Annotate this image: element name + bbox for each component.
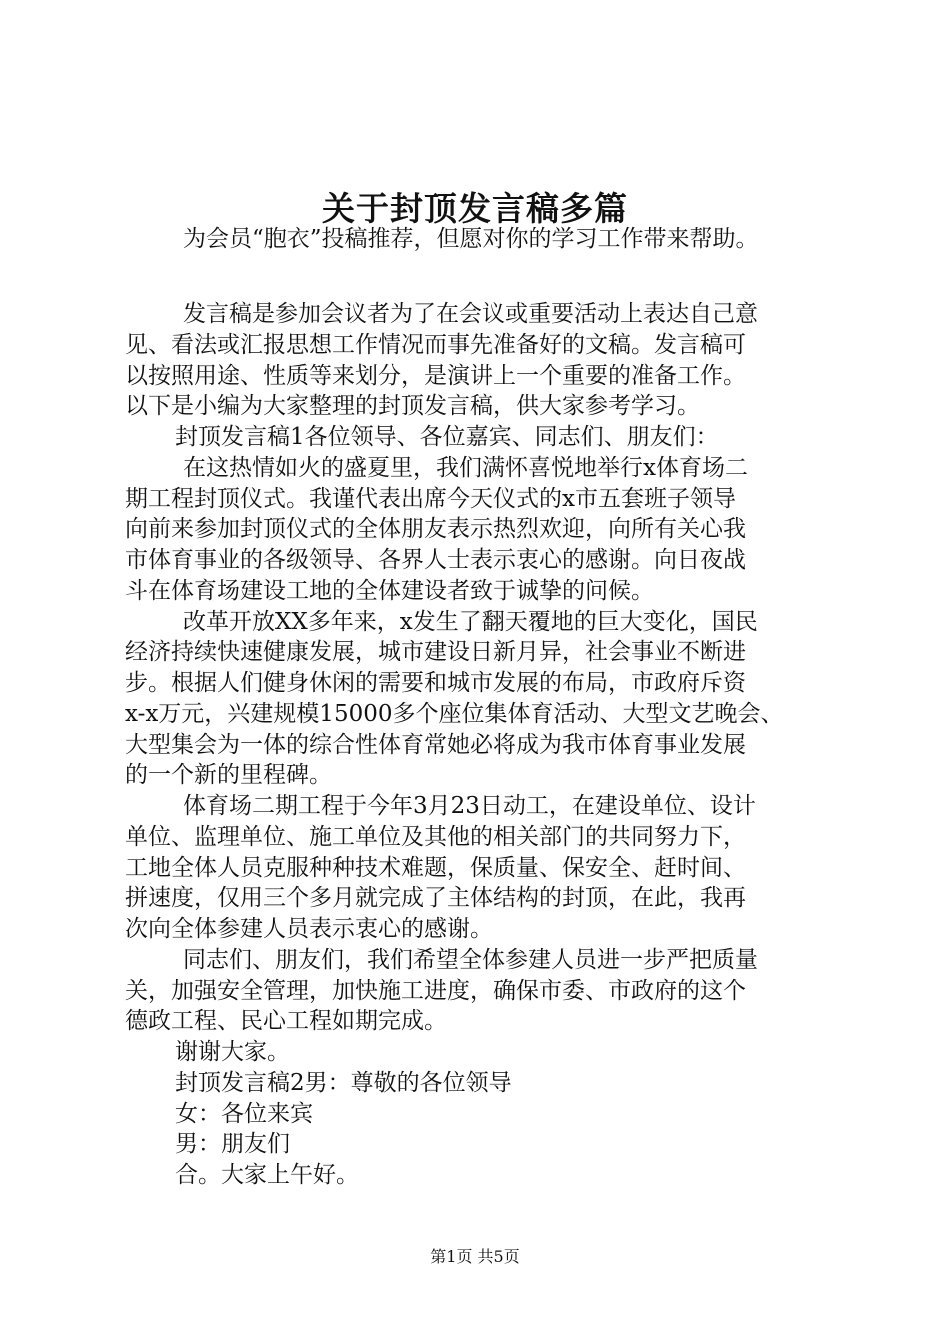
text-line: 体育场二期工程于今年3月23日动工，在建设单位、设计 [183, 793, 756, 819]
text-line: 发言稿是参加会议者为了在会议或重要活动上表达自己意 [183, 301, 758, 327]
text-line: 封顶发言稿1各位领导、各位嘉宾、同志们、朋友们： [175, 424, 719, 450]
document-title: 关于封顶发言稿多篇 [322, 189, 628, 228]
text-line: 以下是小编为大家整理的封顶发言稿，供大家参考学习。 [125, 393, 700, 419]
text-line: 为会员“胞衣”投稿推荐，但愿对你的学习工作带来帮助。 [183, 226, 759, 252]
text-line: 女：各位来宾 [175, 1101, 313, 1127]
text-line: 工地全体人员克服种种技术难题，保质量、保安全、赶时间、 [125, 855, 746, 881]
text-line: 次向全体参建人员表示衷心的感谢。 [125, 916, 493, 942]
text-line: 期工程封顶仪式。我谨代表出席今天仪式的x市五套班子领导 [125, 486, 736, 512]
text-line: 见、看法或汇报思想工作情况而事先准备好的文稿。发言稿可 [125, 332, 746, 358]
text-line: 同志们、朋友们，我们希望全体参建人员进一步严把质量 [183, 947, 758, 973]
text-line: 的一个新的里程碑。 [125, 762, 332, 788]
text-line: 拼速度，仅用三个多月就完成了主体结构的封顶，在此，我再 [125, 885, 746, 911]
text-line: 德政工程、民心工程如期完成。 [125, 1008, 447, 1034]
text-line: 关，加强安全管理，加快施工进度，确保市委、市政府的这个 [125, 978, 746, 1004]
text-line: 合。大家上午好。 [175, 1162, 359, 1188]
text-line: 男：朋友们 [175, 1131, 290, 1157]
text-line: 步。根据人们健身休闲的需要和城市发展的布局，市政府斥资 [125, 670, 746, 696]
text-line: 在这热情如火的盛夏里，我们满怀喜悦地举行x体育场二 [183, 455, 748, 481]
page-number-footer: 第1页 共5页 [430, 1247, 520, 1266]
text-line: 谢谢大家。 [175, 1039, 290, 1065]
text-line: 以按照用途、性质等来划分，是演讲上一个重要的准备工作。 [125, 363, 746, 389]
text-line: 大型集会为一体的综合性体育常她必将成为我市体育事业发展 [125, 732, 746, 758]
text-line: 斗在体育场建设工地的全体建设者致于诚挚的问候。 [125, 578, 654, 604]
text-line: 封顶发言稿2男：尊敬的各位领导 [175, 1070, 512, 1096]
text-line: 经济持续快速健康发展，城市建设日新月异，社会事业不断进 [125, 639, 746, 665]
text-line: 改革开放XX多年来，x发生了翻天覆地的巨大变化，国民 [183, 609, 758, 635]
text-line: x-x万元，兴建规模15000多个座位集体育活动、大型文艺晚会、 [125, 701, 784, 727]
text-line: 单位、监理单位、施工单位及其他的相关部门的共同努力下， [125, 824, 746, 850]
text-line: 向前来参加封顶仪式的全体朋友表示热烈欢迎，向所有关心我 [125, 516, 746, 542]
text-line: 市体育事业的各级领导、各界人士表示衷心的感谢。向日夜战 [125, 547, 746, 573]
